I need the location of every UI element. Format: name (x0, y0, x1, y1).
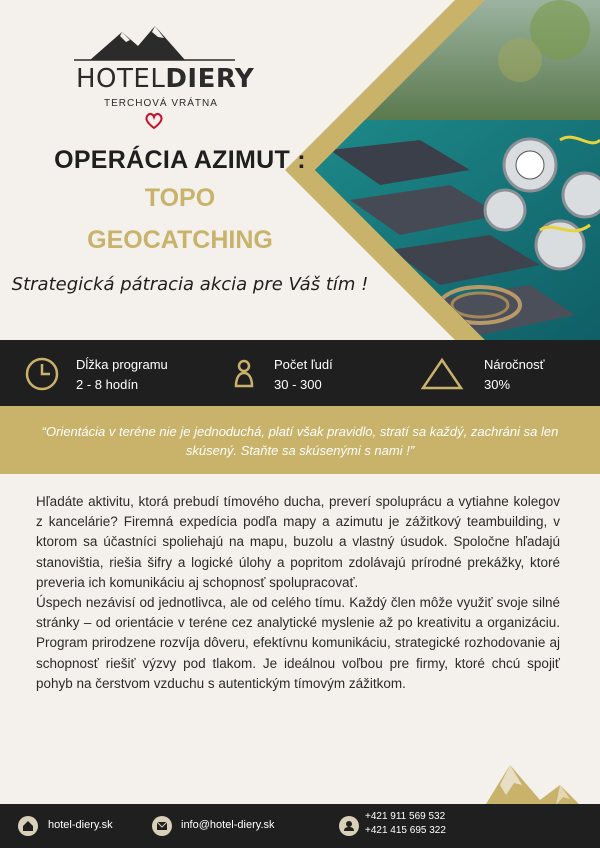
footer-website[interactable] (0, 804, 150, 848)
logo-brand-bold: DIERY (165, 64, 255, 94)
hero-section (0, 0, 600, 340)
footer-email-text[interactable]: info@hotel-diery.sk (181, 819, 275, 831)
info-difficulty-label: Náročnosť (484, 357, 545, 372)
description-paragraph-1: Hľadáte aktivitu, ktorá prebudí tímového ducha, preverí spoluprácu a vytiahne kolegov z kancelárie? Firemná expedícia podľa mapy a azimutu je zážitkový teambuilding, v ktorom sa účastníci spoliehajú na mapu, buzolu a vlastný úsudok. Spoločne hľadajú stanovištia, riešia šifry a logické úlohy a popritom zdolávajú prírodné prekážky, ktoré preveria ich komunikáciu aj schopnosť spolupracovať. (36, 494, 560, 590)
info-duration-value: 2 - 8 hodín (76, 377, 139, 392)
person-icon (226, 356, 262, 392)
home-icon (18, 816, 38, 836)
triangle-icon (420, 356, 464, 392)
footer-phone-1[interactable]: +421 911 569 532 (365, 811, 446, 822)
quote-bar (0, 406, 600, 474)
info-bar (0, 340, 600, 406)
description (36, 492, 560, 694)
footer (0, 804, 600, 848)
mountain-logo-icon (60, 20, 250, 70)
footer-phone[interactable] (335, 804, 495, 848)
logo-brand-light: HOTEL (76, 64, 166, 94)
hotel-logo (60, 20, 255, 130)
info-people-value: 30 - 300 (274, 377, 322, 392)
quote-text: “Orientácia v teréne nie je jednoduchá, platí však pravidlo, stratí sa každý, zachráni sa len skúsený. Staňte sa skúsenými s nami !” (41, 424, 559, 458)
title-line-1: OPERÁCIA AZIMUT : (54, 146, 306, 174)
footer-email[interactable] (150, 804, 320, 848)
info-difficulty (400, 340, 600, 406)
info-difficulty-value: 30% (484, 377, 511, 392)
info-people (200, 340, 400, 406)
info-duration (0, 340, 200, 406)
logo-subtitle: TERCHOVÁ VRÁTNA (104, 98, 218, 109)
footer-website-text[interactable]: hotel-diery.sk (48, 819, 113, 831)
logo-wordmark (76, 64, 254, 94)
footer-phone-2[interactable]: +421 415 695 322 (365, 825, 446, 836)
subtitle: Strategická pátracia akcia pre Váš tím ! (11, 274, 369, 295)
phone-icon (339, 816, 359, 836)
title-line-3: GEOCATCHING (87, 226, 273, 254)
mail-icon (152, 816, 172, 836)
info-people-label: Počet ľudí (274, 357, 333, 372)
description-paragraph-2: Úspech nezávisí od jednotlivca, ale od celého tímu. Každý člen môže využiť svoje silné stránky – od orientácie v teréne cez analytické myslenie až po kreativitu a organizáciu. Program prirodzene rozvíja dôveru, efektívnu komunikáciu, strategické rozhodovanie aj schopnosť riešiť výzvy pod tlakom. Je ideálnou voľbou pre firmy, ktoré chcú spojiť pohyb na čerstvom vzduchu s autentickým tímovým zážitkom. (36, 595, 560, 691)
info-duration-label: Dĺžka programu (76, 357, 168, 372)
heart-icon (144, 112, 164, 130)
clock-icon (24, 356, 60, 392)
title-line-2: TOPO (144, 184, 216, 212)
